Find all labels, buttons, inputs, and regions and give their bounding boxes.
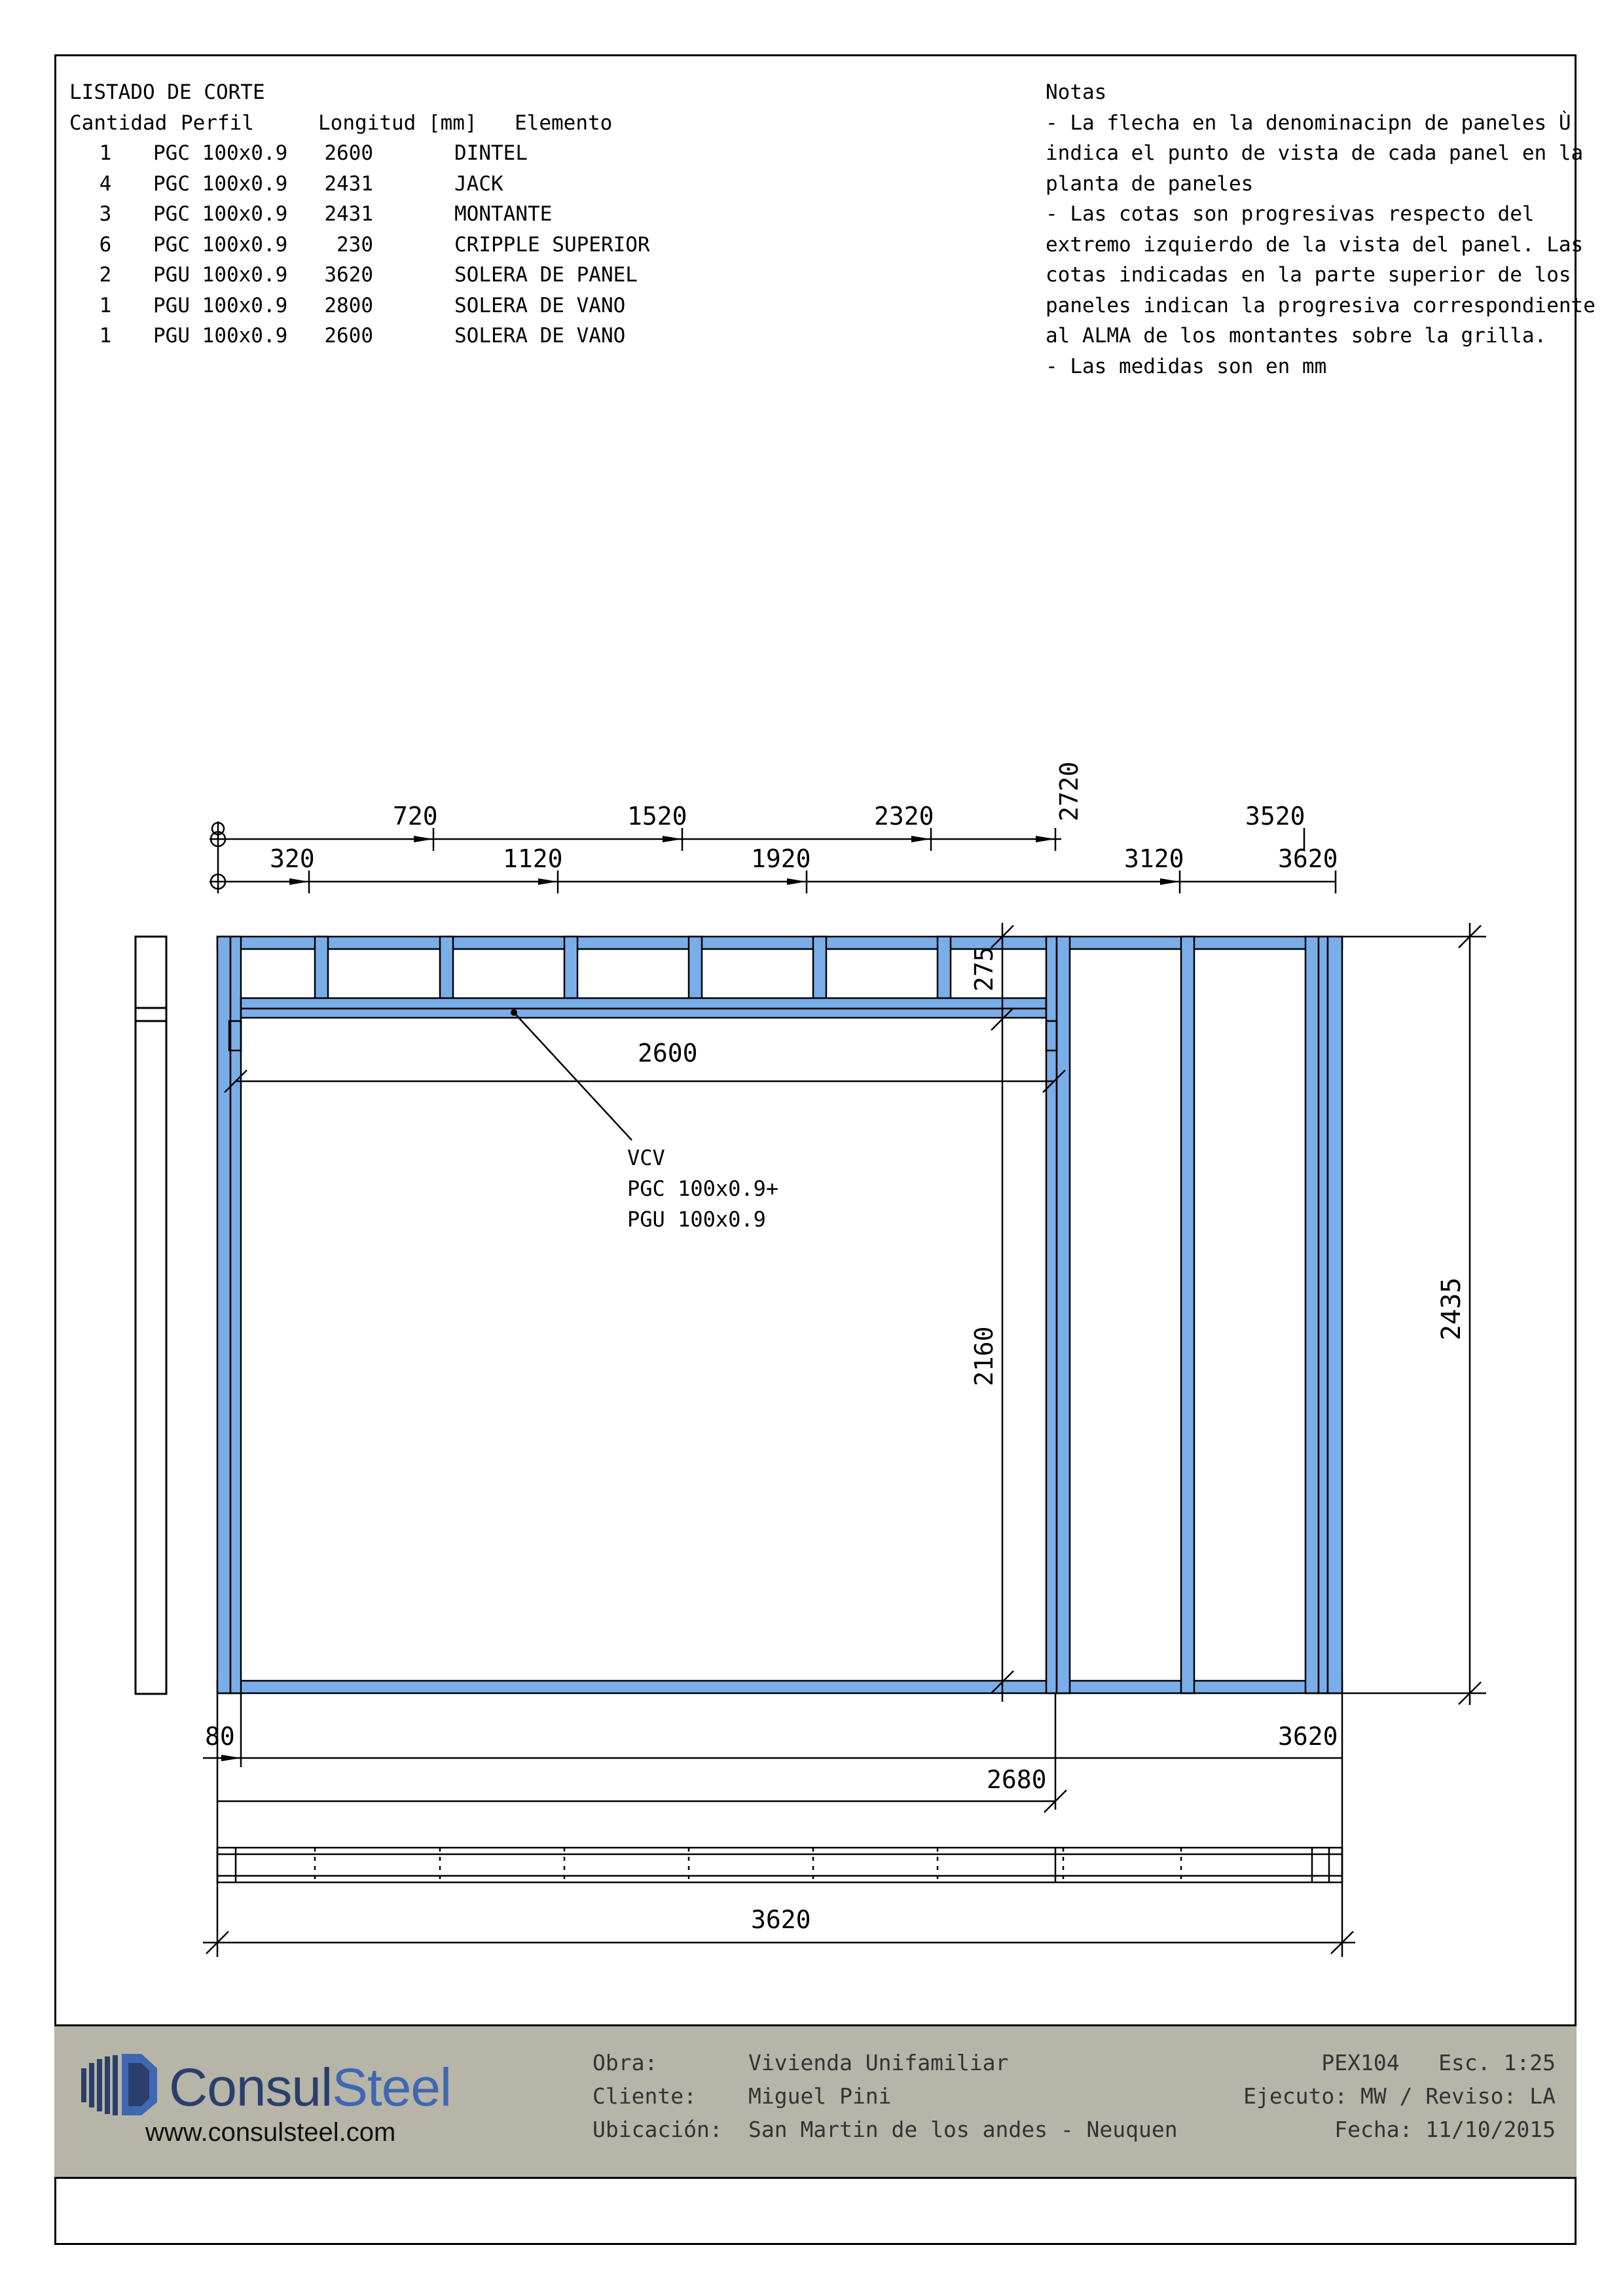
drawing-code: PEX104 Esc. 1:25 (1321, 2050, 1556, 2075)
notes-line: - La flecha en la denominacipn de paneles Ù (1046, 111, 1571, 135)
company-url: www.consulsteel.com (145, 2118, 396, 2147)
logo-text-right: Steel (332, 2058, 452, 2117)
label-obra: Obra: (593, 2050, 658, 2075)
callout-label: PGU 100x0.9 (627, 1207, 766, 1232)
cell-element: SOLERA DE VANO (454, 293, 626, 317)
cell-qty: 3 (99, 202, 112, 226)
cell-profile: PGU 100x0.9 (153, 324, 288, 348)
cut-list-title: LISTADO DE CORTE (69, 81, 265, 104)
cell-profile: PGU 100x0.9 (153, 263, 288, 287)
cell-profile: PGC 100x0.9 (153, 202, 288, 226)
cell-length: 3620 (324, 263, 373, 287)
value-cliente: Miguel Pini (748, 2083, 892, 2109)
notes-line: cotas indicadas en la parte superior de los (1046, 263, 1571, 287)
cell-element: SOLERA DE PANEL (454, 263, 638, 287)
stud (1319, 937, 1328, 1693)
dim-label: 320 (270, 844, 315, 873)
label-cliente: Cliente: (593, 2083, 697, 2109)
cell-length: 230 (337, 232, 373, 257)
stud (1181, 937, 1194, 1693)
header-beam (241, 998, 1046, 1009)
plan-strip (217, 1848, 1342, 1882)
header-longitud: Longitud [mm] (318, 111, 477, 135)
dim-label: 1920 (751, 844, 811, 873)
consulsteel-logo-icon (79, 2049, 164, 2121)
notes-line: extremo izquierdo de la vista del panel. Las (1046, 232, 1584, 257)
cell-length: 2600 (324, 324, 373, 348)
dim-label: 2320 (874, 802, 934, 831)
dim-label: 2160 (970, 1326, 998, 1386)
dim-label: 3520 (1245, 802, 1305, 831)
dim-label: 2720 (1055, 761, 1084, 821)
cell-element: CRIPPLE SUPERIOR (454, 232, 650, 257)
cell-element: MONTANTE (454, 202, 553, 226)
cell-qty: 1 (99, 293, 112, 317)
callout-label: VCV (627, 1145, 665, 1170)
cell-qty: 6 (99, 232, 112, 257)
cell-length: 2600 (324, 141, 373, 165)
cell-qty: 4 (99, 171, 112, 196)
bottom-track (217, 1681, 1342, 1693)
dim-label: 80 (205, 1722, 235, 1751)
title-block-fields (593, 2046, 1178, 2146)
steel-frame (217, 937, 1342, 1693)
vertical-dimension-lines (225, 923, 1486, 1705)
header-track (241, 1009, 1046, 1018)
dim-label: 1520 (627, 802, 687, 831)
stud (1305, 937, 1319, 1693)
drawing-authors: Ejecuto: MW / Reviso: LA (1243, 2083, 1556, 2109)
dim-label: 3120 (1124, 844, 1184, 873)
dim-label: 3620 (1278, 844, 1338, 873)
top-track (217, 937, 1342, 949)
cell-qty: 1 (99, 324, 112, 348)
cell-profile: PGC 100x0.9 (153, 141, 288, 165)
cell-profile: PGC 100x0.9 (153, 171, 288, 196)
cell-qty: 2 (99, 263, 112, 287)
header-elemento: Elemento (515, 111, 613, 135)
dimension-arrows (289, 836, 1180, 885)
callout-label: PGC 100x0.9+ (627, 1176, 779, 1201)
notes-line: planta de paneles (1046, 171, 1254, 196)
cell-length: 2431 (324, 202, 373, 226)
value-obra: Vivienda Unifamiliar (748, 2050, 1009, 2075)
side-section-view (136, 937, 166, 1694)
notes-line: indica el punto de vista de cada panel en la (1046, 141, 1584, 165)
notes-line: - Las medidas son en mm (1046, 354, 1327, 378)
title-block-meta (1243, 2046, 1556, 2146)
cell-profile: PGC 100x0.9 (153, 232, 288, 257)
dim-label: 3620 (751, 1905, 811, 1934)
logo-text-left: Consul (169, 2058, 333, 2117)
cell-element: SOLERA DE VANO (454, 324, 626, 348)
cell-profile: PGU 100x0.9 (153, 293, 288, 317)
company-logo-text (169, 2057, 451, 2119)
dim-label: 2680 (987, 1765, 1047, 1794)
cell-qty: 1 (99, 141, 112, 165)
cell-length: 2431 (324, 171, 373, 196)
notes-line: - Las cotas son progresivas respecto del (1046, 202, 1535, 226)
dim-label: 720 (393, 802, 438, 831)
dim-label: 275 (970, 946, 998, 992)
dim-label: 2435 (1436, 1277, 1467, 1340)
value-ubicacion: San Martin de los andes - Neuquen (748, 2117, 1178, 2142)
stud (1057, 937, 1070, 1693)
cell-length: 2800 (324, 293, 373, 317)
header-perfil: Perfil (181, 111, 254, 135)
drawing-date: Fecha: 11/10/2015 (1334, 2117, 1556, 2142)
dim-label: 2600 (638, 1039, 698, 1067)
label-ubicacion: Ubicación: (593, 2117, 723, 2142)
stud (1328, 937, 1342, 1693)
notes-line: paneles indican la progresiva correspondiente (1046, 293, 1596, 317)
cell-element: JACK (454, 171, 503, 196)
header-cantidad: Cantidad (69, 111, 168, 135)
notes-line: al ALMA de los montantes sobre la grilla. (1046, 324, 1547, 348)
cell-element: DINTEL (454, 141, 528, 165)
dim-label: 1120 (503, 844, 563, 873)
dim-label: 3620 (1278, 1722, 1338, 1751)
notes-title: Notas (1046, 81, 1107, 104)
